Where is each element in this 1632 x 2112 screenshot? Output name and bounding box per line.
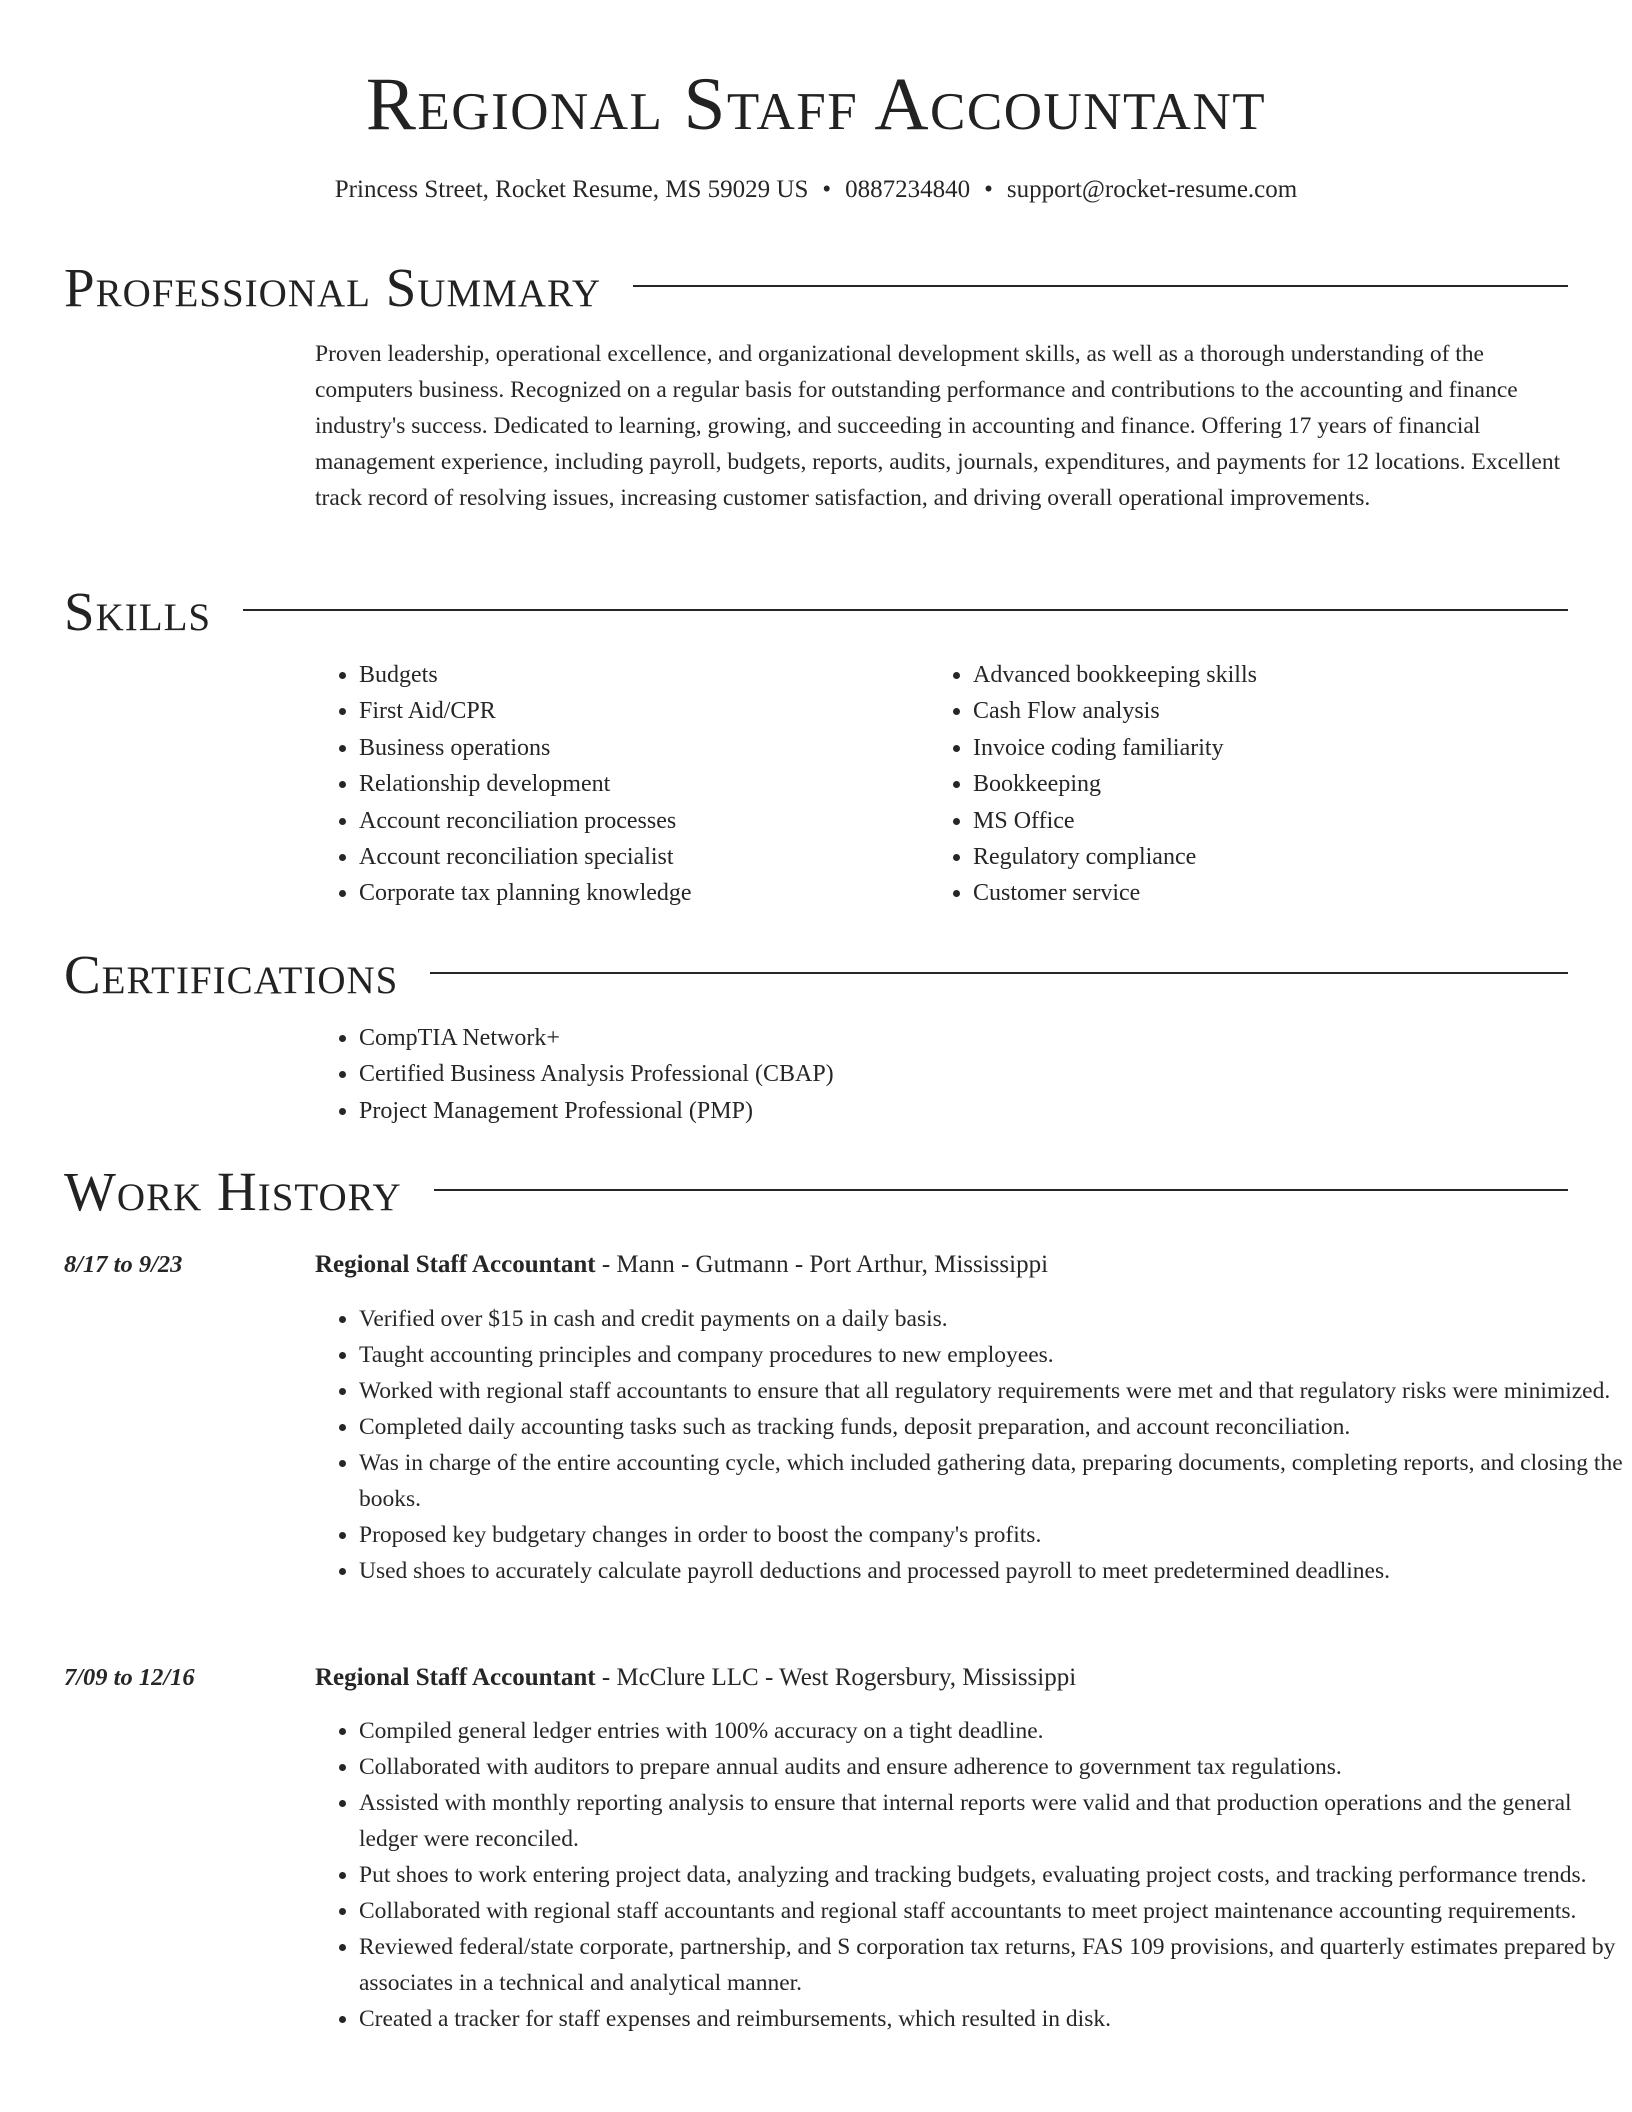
duty-item: • Was in charge of the entire accounting cycle, which included gathering data, preparing documents, completing reports, and closing the books. [359, 1445, 1629, 1517]
skill-item: • Business operations [359, 730, 919, 766]
contact-line [0, 173, 1632, 207]
duty-item: • Collaborated with auditors to prepare annual audits and ensure adherence to government tax regulations. [359, 1749, 1629, 1785]
duty-item: • Proposed key budgetary changes in order to boost the company's profits. [359, 1517, 1629, 1553]
certification-item: • CompTIA Network+ [359, 1020, 1559, 1056]
summary-title: Professional Summary [64, 257, 602, 318]
section-divider [434, 1189, 1568, 1191]
job-heading [315, 1661, 1076, 1695]
summary-text: Proven leadership, operational excellence, and organizational development skills, as well as a thorough understanding of the computers business. Recognized on a regular basis for outstanding performance and contributions to the accounting and finance industry's success. Dedicated to learning, growing, and succeeding in accounting and finance. Offering 17 years of financial management experience, including payroll, budgets, reports, audits, journals, expenditures, and payments for 12 locations. Excellent track record of resolving issues, increasing customer satisfaction, and driving overall operational improvements. [315, 341, 1561, 511]
skill-item: • Customer service [973, 875, 1533, 911]
skill-item: • Relationship development [359, 766, 919, 802]
work-title: Work History [64, 1161, 402, 1222]
skill-item: • Corporate tax planning knowledge [359, 875, 919, 911]
job-employer: - Mann - Gutmann - Port Arthur, Mississippi [595, 1251, 1049, 1278]
duty-item: • Reviewed federal/state corporate, partnership, and S corporation tax returns, FAS 109 provisions, and quarterly estimates prepared by associates in a technical and analytical manner. [359, 1929, 1629, 2001]
certification-item: • Project Management Professional (PMP) [359, 1093, 1559, 1129]
skill-item: • Cash Flow analysis [973, 693, 1533, 729]
certification-item: • Certified Business Analysis Professional (CBAP) [359, 1056, 1559, 1092]
skill-item: • Account reconciliation processes [359, 803, 919, 839]
skill-item: • Invoice coding familiarity [973, 730, 1533, 766]
duty-item: • Put shoes to work entering project data, analyzing and tracking budgets, evaluating project costs, and tracking performance trends. [359, 1857, 1629, 1893]
separator-1: • [822, 176, 832, 203]
duty-item: • Collaborated with regional staff accountants and regional staff accountants to meet project maintenance accounting requirements. [359, 1893, 1629, 1929]
job-duties-list [315, 1713, 1629, 2037]
job-duties-list [315, 1301, 1629, 1589]
separator-2: • [984, 176, 993, 203]
job-heading [315, 1248, 1048, 1282]
skill-item: • Bookkeeping [973, 766, 1533, 802]
duty-item: • Used shoes to accurately calculate payroll deductions and processed payroll to meet predetermined deadlines. [359, 1553, 1629, 1589]
skills-title: Skills [64, 581, 212, 642]
section-divider [633, 285, 1568, 287]
duty-item: • Created a tracker for staff expenses and reimbursements, which resulted in disk. [359, 2001, 1629, 2037]
section-divider [243, 609, 1568, 611]
duty-item: • Completed daily accounting tasks such as tracking funds, deposit preparation, and account reconciliation. [359, 1409, 1629, 1445]
duty-item: • Compiled general ledger entries with 100% accuracy on a tight deadline. [359, 1713, 1629, 1749]
email[interactable]: support@rocket-resume.com [1006, 176, 1298, 203]
certifications-title: Certifications [64, 944, 399, 1005]
skill-item: • MS Office [973, 803, 1533, 839]
resume-name: Regional Staff Accountant [365, 63, 1267, 146]
skills-list-left [315, 657, 919, 912]
summary-section-header [64, 258, 1568, 318]
address: Princess Street, Rocket Resume, MS 59029 US [334, 176, 809, 203]
job-employer: - McClure LLC - West Rogersbury, Mississippi [595, 1664, 1077, 1691]
job-title: Regional Staff Accountant [315, 1664, 596, 1691]
phone: 0887234840 [845, 176, 971, 203]
duty-item: • Taught accounting principles and company procedures to new employees. [359, 1337, 1629, 1373]
skill-item: • First Aid/CPR [359, 693, 919, 729]
skill-item: • Regulatory compliance [973, 839, 1533, 875]
job-dates: 8/17 to 9/23 [64, 1251, 183, 1278]
skills-list-right [929, 657, 1533, 912]
duty-item: • Verified over $15 in cash and credit payments on a daily basis. [359, 1301, 1629, 1337]
duty-item: • Assisted with monthly reporting analysis to ensure that internal reports were valid and that production operations and the general ledger were reconciled. [359, 1785, 1629, 1857]
skill-item: • Advanced bookkeeping skills [973, 657, 1533, 693]
skill-item: • Account reconciliation specialist [359, 839, 919, 875]
certifications-list [315, 1020, 1559, 1129]
skill-item: • Budgets [359, 657, 919, 693]
job-dates: 7/09 to 12/16 [64, 1664, 195, 1691]
certifications-section-header [64, 945, 1568, 1005]
job-title: Regional Staff Accountant [315, 1251, 596, 1278]
skills-section-header [64, 582, 1568, 642]
duty-item: • Worked with regional staff accountants to ensure that all regulatory requirements were met and that regulatory risks were minimized. [359, 1373, 1629, 1409]
section-divider [430, 972, 1568, 974]
work-section-header [64, 1162, 1568, 1222]
